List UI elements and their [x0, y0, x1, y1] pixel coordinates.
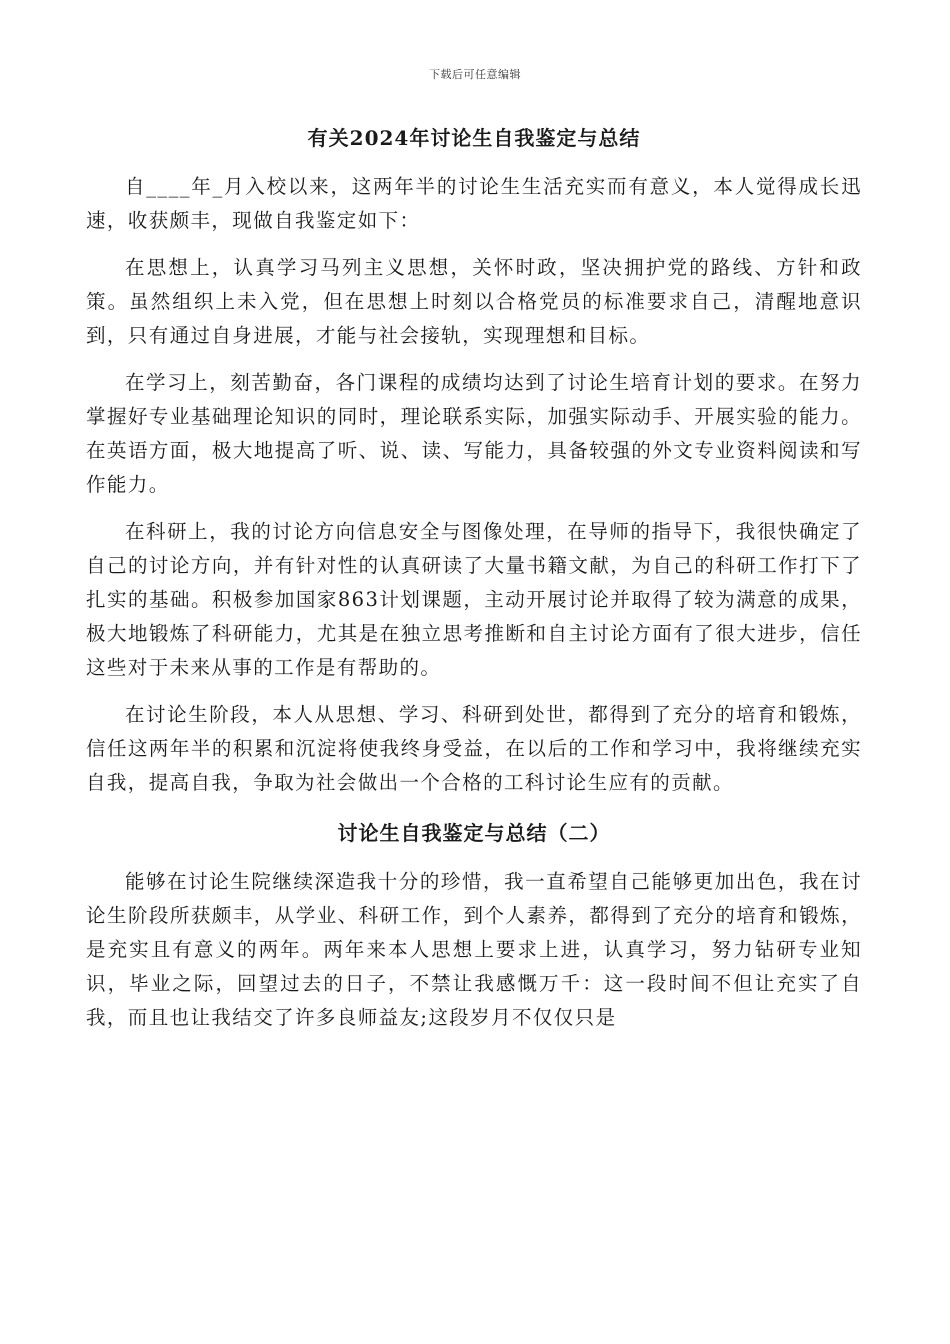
document-body — [86, 118, 862, 1048]
paragraph-conclusion: 在讨论生阶段，本人从思想、学习、科研到处世，都得到了充分的培育和锻炼，信任这两年半的积累和沉淀将使我终身受益，在以后的工作和学习中，我将继续充实自我，提高自我，争取为社会做出一个合格的工科讨论生应有的贡献。 — [86, 703, 862, 794]
paragraph-research: 在科研上，我的讨论方向信息安全与图像处理，在导师的指导下，我很快确定了自己的讨论方向，并有针对性的认真研读了大量书籍文献，为自己的科研工作打下了扎实的基础。积极参加国家863计划课题，主动开展讨论并取得了较为满意的成果，极大地锻炼了科研能力，尤其是在独立思考推断和自主讨论方面有了很大进步，信任这些对于未来从事的工作是有帮助的。 — [86, 520, 862, 679]
section-title-2: 讨论生自我鉴定与总结（二） — [337, 821, 611, 845]
header-note: 下载后可任意编辑 — [429, 68, 521, 81]
paragraph-study: 在学习上，刻苦勤奋，各门课程的成绩均达到了讨论生培育计划的要求。在努力掌握好专业基础理论知识的同时，理论联系实际，加强实际动手、开展实验的能力。在英语方面，极大地提高了听、说、读、写能力，具备较强的外文专业资料阅读和写作能力。 — [86, 371, 862, 496]
paragraph-ideology: 在思想上，认真学习马列主义思想，关怀时政，坚决拥护党的路线、方针和政策。虽然组织上未入党，但在思想上时刻以合格党员的标准要求自己，清醒地意识到，只有通过自身进展，才能与社会接轨，实现理想和目标。 — [86, 256, 862, 347]
paragraph-intro: 自____年_月入校以来，这两年半的讨论生生活充实而有意义，本人觉得成长迅速，收获颇丰，现做自我鉴定如下： — [86, 175, 862, 232]
section2-paragraph: 能够在讨论生院继续深造我十分的珍惜，我一直希望自己能够更加出色，我在讨论生阶段所获颇丰，从学业、科研工作，到个人素养，都得到了充分的培育和锻炼，是充实且有意义的两年。两年来本人思想上要求上进，认真学习，努力钻研专业知识，毕业之际，回望过去的日子，不禁让我感慨万千：这一段时间不但让充实了自我，而且也让我结交了许多良师益友;这段岁月不仅仅只是 — [86, 870, 862, 1029]
document-title: 有关2024年讨论生自我鉴定与总结 — [307, 126, 641, 150]
